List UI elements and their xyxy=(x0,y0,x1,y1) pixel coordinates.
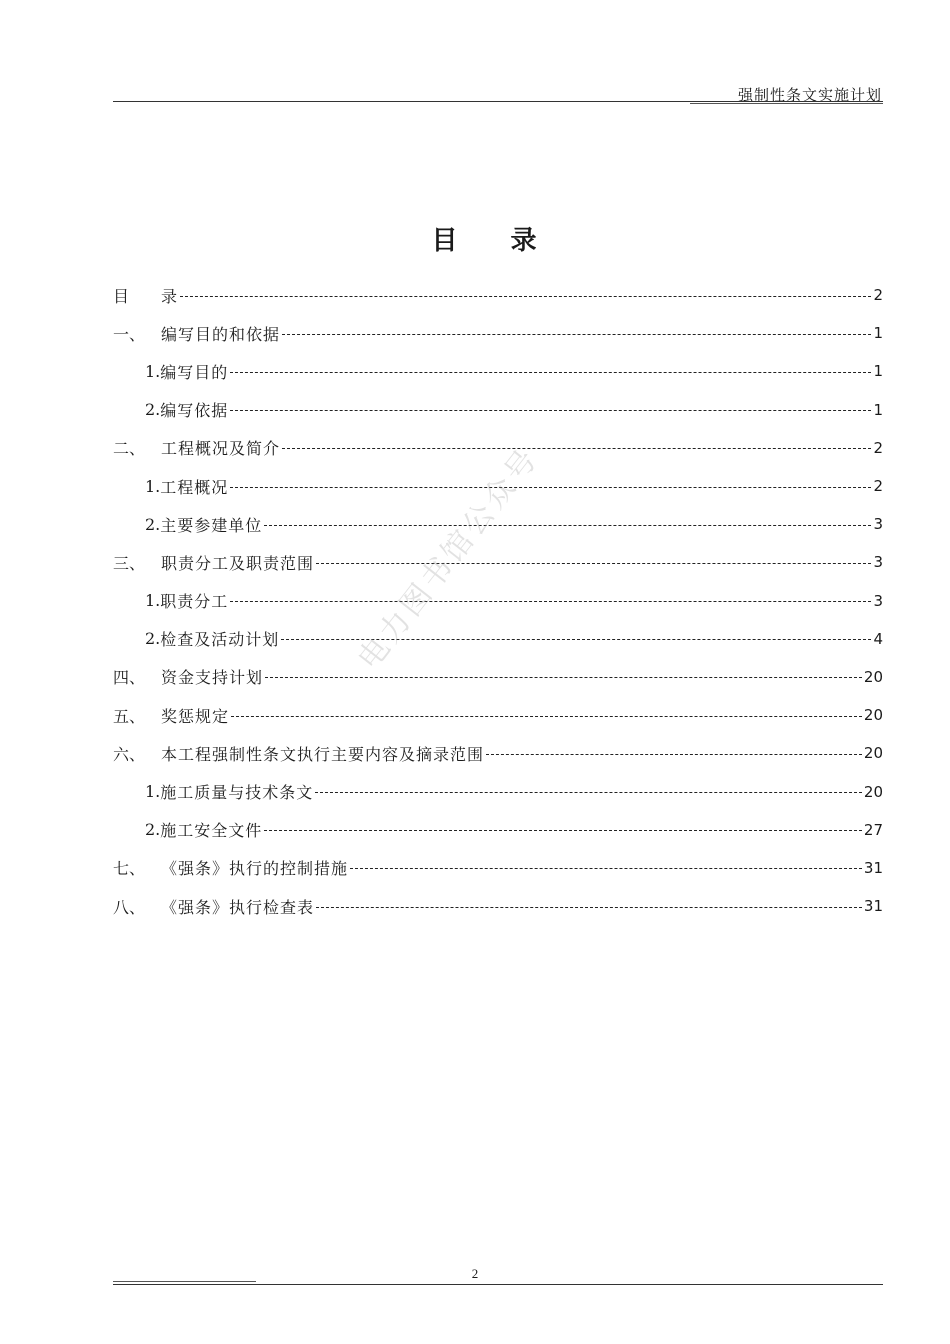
toc-entry-number: 三、 xyxy=(113,553,146,573)
toc-entry[interactable] xyxy=(113,658,883,696)
toc-entry-label: 主要参建单位 xyxy=(160,515,263,535)
toc-leader-dashes xyxy=(316,907,862,908)
toc-entry-label: 录 xyxy=(161,286,179,306)
toc-entry[interactable] xyxy=(113,582,883,620)
toc-leader-dashes xyxy=(230,601,871,602)
toc-entry-label: 编写依据 xyxy=(160,401,229,421)
header-rule xyxy=(113,101,883,102)
toc-leader-dashes xyxy=(230,372,871,373)
watermark-text: 电力图书馆公众号 xyxy=(351,440,547,677)
footer-rule-secondary xyxy=(113,1281,256,1282)
footer-rule xyxy=(113,1284,883,1285)
toc-entry-label: 编写目的和依据 xyxy=(161,324,281,344)
toc-entry-label: 本工程强制性条文执行主要内容及摘录范围 xyxy=(161,744,485,764)
toc-entry-page: 4 xyxy=(873,629,883,648)
toc-heading: 目 录 xyxy=(431,226,559,256)
toc-entry-label: 职责分工 xyxy=(160,592,229,612)
toc-leader-dashes xyxy=(265,677,862,678)
toc-entry-page: 1 xyxy=(873,362,883,381)
toc-entry-number: 一、 xyxy=(113,324,146,344)
toc-leader-dashes xyxy=(230,487,871,488)
toc-entry[interactable] xyxy=(113,811,883,849)
toc-entry-page: 2 xyxy=(873,438,883,457)
toc-entry-number: 二、 xyxy=(113,439,146,459)
table-of-contents xyxy=(113,276,883,925)
toc-entry-label: 编写目的 xyxy=(160,362,229,382)
toc-entry-number: 1. xyxy=(145,476,161,496)
toc-entry-number: 1. xyxy=(145,361,161,381)
toc-entry[interactable] xyxy=(113,391,883,429)
toc-entry-page: 31 xyxy=(863,858,883,877)
toc-leader-dashes xyxy=(316,563,871,564)
toc-entry-label: 职责分工及职责范围 xyxy=(161,553,315,573)
toc-entry[interactable] xyxy=(113,772,883,810)
toc-entry-page: 20 xyxy=(863,706,883,725)
toc-leader-dashes xyxy=(282,448,871,449)
toc-entry-page: 20 xyxy=(863,744,883,763)
toc-leader-dashes xyxy=(231,716,862,717)
toc-leader-dashes xyxy=(180,296,871,297)
toc-entry[interactable] xyxy=(113,314,883,352)
toc-entry[interactable] xyxy=(113,543,883,581)
toc-entry-page: 31 xyxy=(863,897,883,916)
toc-entry-label: 工程概况及简介 xyxy=(161,439,281,459)
toc-entry-number: 2. xyxy=(145,514,161,534)
toc-entry-page: 20 xyxy=(863,782,883,801)
toc-entry[interactable] xyxy=(113,696,883,734)
toc-entry[interactable] xyxy=(113,429,883,467)
header-rule-secondary xyxy=(690,103,883,104)
toc-entry-page: 2 xyxy=(873,286,883,305)
toc-entry-number: 2. xyxy=(145,400,161,420)
toc-entry-label: 《强条》执行的控制措施 xyxy=(161,859,349,879)
toc-entry-number: 八、 xyxy=(113,897,146,917)
page-number: 2 xyxy=(471,1266,479,1281)
toc-entry-number: 2. xyxy=(145,629,161,649)
toc-entry-number: 六、 xyxy=(113,744,146,764)
toc-entry[interactable] xyxy=(113,620,883,658)
toc-entry-label: 工程概况 xyxy=(160,477,229,497)
toc-entry[interactable] xyxy=(113,505,883,543)
toc-entry[interactable] xyxy=(113,887,883,925)
toc-leader-dashes xyxy=(282,334,871,335)
toc-entry-number: 四、 xyxy=(113,668,146,688)
toc-entry-page: 3 xyxy=(873,553,883,572)
toc-entry-number: 1. xyxy=(145,782,161,802)
toc-entry-number: 1. xyxy=(145,591,161,611)
toc-entry-label: 《强条》执行检查表 xyxy=(161,897,315,917)
toc-entry-label: 奖惩规定 xyxy=(161,706,230,726)
toc-leader-dashes xyxy=(315,792,862,793)
toc-entry-page: 1 xyxy=(873,400,883,419)
toc-entry-page: 27 xyxy=(863,820,883,839)
toc-entry-number: 五、 xyxy=(113,706,146,726)
toc-entry-page: 3 xyxy=(873,515,883,534)
toc-leader-dashes xyxy=(350,868,862,869)
toc-entry[interactable] xyxy=(113,849,883,887)
toc-entry-label: 资金支持计划 xyxy=(161,668,264,688)
toc-entry[interactable] xyxy=(113,276,883,314)
toc-entry-label: 施工质量与技术条文 xyxy=(160,783,314,803)
toc-entry[interactable] xyxy=(113,352,883,390)
toc-entry[interactable] xyxy=(113,467,883,505)
running-header-title: 强制性条文实施计划 xyxy=(737,86,882,104)
toc-entry-number: 目 xyxy=(113,286,130,306)
toc-entry-page: 20 xyxy=(863,667,883,686)
toc-entry-page: 2 xyxy=(873,477,883,496)
toc-entry-page: 3 xyxy=(873,591,883,610)
toc-entry-number: 七、 xyxy=(113,859,146,879)
toc-leader-dashes xyxy=(281,639,871,640)
toc-entry-number: 2. xyxy=(145,820,161,840)
toc-entry-page: 1 xyxy=(873,324,883,343)
toc-leader-dashes xyxy=(486,754,862,755)
toc-entry[interactable] xyxy=(113,734,883,772)
toc-entry-label: 检查及活动计划 xyxy=(160,630,280,650)
toc-leader-dashes xyxy=(230,410,871,411)
toc-leader-dashes xyxy=(264,525,871,526)
toc-leader-dashes xyxy=(264,830,862,831)
toc-entry-label: 施工安全文件 xyxy=(160,821,263,841)
